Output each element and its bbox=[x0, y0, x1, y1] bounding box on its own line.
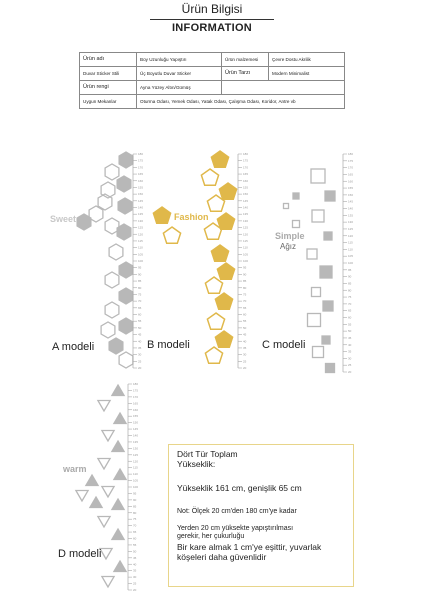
model-d-ruler bbox=[128, 382, 138, 592]
ruler-tick-label: 175 bbox=[243, 158, 249, 163]
triangle-shape bbox=[90, 497, 102, 508]
ruler-tick-label: 90 bbox=[348, 274, 352, 279]
ruler-tick-label: 100 bbox=[138, 259, 144, 263]
ruler-tick-label: 160 bbox=[243, 178, 249, 183]
ruler-tick-label: 105 bbox=[348, 254, 354, 259]
ruler-tick-label: 105 bbox=[133, 478, 139, 483]
ruler-tick-label: 35 bbox=[133, 568, 137, 573]
info-note: Not: Ölçek 20 cm'den 180 cm'ye kadar bbox=[177, 508, 297, 515]
triangle-shape bbox=[98, 401, 110, 412]
ruler-tick-label: 120 bbox=[348, 233, 354, 238]
ruler-tick-label: 170 bbox=[243, 165, 249, 170]
ruler-tick-label: 55 bbox=[138, 319, 142, 324]
spec-value: Modern Minimalist bbox=[269, 67, 345, 81]
hexagon-shape bbox=[118, 198, 132, 214]
ruler-tick-label: 125 bbox=[138, 225, 144, 230]
pentagon-shape bbox=[217, 263, 234, 279]
ruler-tick-label: 60 bbox=[348, 315, 352, 320]
triangle-shape bbox=[114, 469, 126, 480]
ruler-tick-label: 55 bbox=[243, 319, 247, 324]
info-line2: Bir kare almak 1 cm'ye eşittir, yuvarlak köşeleri daha güvenlidir bbox=[177, 542, 322, 562]
pentagon-shape bbox=[205, 347, 222, 363]
hexagon-shape bbox=[119, 152, 133, 168]
model-d-label: D modeli bbox=[58, 548, 102, 560]
page-subtitle: INFORMATION bbox=[171, 22, 253, 34]
ruler-tick-label: 100 bbox=[133, 485, 139, 489]
ruler-tick-label: 95 bbox=[138, 265, 142, 270]
square-shape bbox=[326, 364, 335, 373]
ruler-tick-label: 150 bbox=[348, 192, 354, 197]
ruler-tick-label: 150 bbox=[138, 192, 144, 197]
triangle-shape bbox=[112, 529, 124, 540]
info-line1: Yerden 20 cm yüksekte yapıştırılması gerekir, her çukurluğu bbox=[177, 525, 294, 541]
ruler-tick-label: 140 bbox=[138, 205, 144, 210]
ruler-tick-label: 130 bbox=[348, 220, 354, 225]
ruler-tick-label: 120 bbox=[133, 459, 139, 464]
ruler-tick-label: 85 bbox=[138, 279, 142, 284]
ruler-tick-label: 25 bbox=[138, 359, 142, 364]
ruler-tick-label: 155 bbox=[133, 414, 139, 419]
square-shape bbox=[320, 266, 332, 278]
ruler-tick-label: 20 bbox=[348, 370, 352, 374]
ruler-tick-label: 95 bbox=[348, 267, 352, 272]
model-b-word: Fashion bbox=[174, 212, 209, 222]
triangle-shape bbox=[100, 549, 112, 560]
ruler-tick-label: 115 bbox=[348, 240, 353, 245]
ruler-tick-label: 75 bbox=[243, 292, 247, 297]
square-shape bbox=[312, 288, 321, 297]
square-shape bbox=[293, 193, 299, 199]
ruler-tick-label: 165 bbox=[138, 172, 144, 177]
triangle-shape bbox=[112, 385, 124, 396]
ruler-tick-label: 125 bbox=[133, 452, 139, 457]
square-shape bbox=[308, 314, 321, 327]
ruler-tick-label: 145 bbox=[243, 198, 249, 203]
ruler-tick-label: 80 bbox=[243, 285, 247, 290]
square-shape bbox=[322, 336, 330, 344]
ruler-tick-label: 20 bbox=[133, 588, 137, 592]
triangle-shape bbox=[76, 491, 88, 502]
spec-key: Ürün rengi bbox=[80, 81, 137, 95]
ruler-tick-label: 55 bbox=[133, 542, 137, 547]
ruler-tick-label: 150 bbox=[243, 192, 249, 197]
triangle-shape bbox=[102, 431, 114, 442]
ruler-tick-label: 45 bbox=[138, 332, 142, 337]
info-size: Yükseklik 161 cm, genişlik 65 cm bbox=[177, 483, 302, 493]
square-shape bbox=[311, 169, 325, 183]
ruler-tick-label: 55 bbox=[348, 322, 352, 327]
ruler-tick-label: 65 bbox=[348, 308, 352, 313]
model-c-word: Simple bbox=[275, 231, 305, 241]
square-shape bbox=[323, 301, 333, 311]
ruler-tick-label: 160 bbox=[133, 407, 139, 412]
ruler-tick-label: 95 bbox=[243, 265, 247, 270]
ruler-tick-label: 90 bbox=[133, 497, 137, 502]
ruler-tick-label: 165 bbox=[133, 401, 139, 406]
pentagon-shape bbox=[153, 207, 170, 223]
ruler-tick-label: 25 bbox=[133, 581, 137, 586]
spec-value: Çevre Dostu Akrilik bbox=[269, 53, 345, 67]
ruler-tick-label: 125 bbox=[243, 225, 249, 230]
ruler-tick-label: 75 bbox=[133, 517, 137, 522]
ruler-tick-label: 140 bbox=[133, 433, 139, 438]
ruler-tick-label: 75 bbox=[348, 295, 352, 300]
hexagon-shape bbox=[77, 214, 91, 230]
model-b-pentagons bbox=[153, 151, 236, 363]
ruler-tick-label: 65 bbox=[138, 305, 142, 310]
ruler-tick-label: 180 bbox=[138, 152, 144, 156]
ruler-tick-label: 20 bbox=[138, 366, 142, 370]
ruler-tick-label: 95 bbox=[133, 491, 137, 496]
hexagon-shape bbox=[117, 224, 131, 240]
triangle-shape bbox=[114, 561, 126, 572]
spec-value: Üç Boyutlu Duvar Sticker bbox=[137, 67, 222, 81]
ruler-tick-label: 70 bbox=[243, 299, 247, 304]
model-a-ruler bbox=[133, 152, 143, 370]
triangle-shape bbox=[112, 441, 124, 452]
triangle-shape bbox=[98, 517, 110, 528]
spec-value: Boy Uzunluğu Yapıştırı bbox=[137, 53, 222, 67]
ruler-tick-label: 30 bbox=[133, 575, 137, 580]
ruler-tick-label: 165 bbox=[243, 172, 249, 177]
square-shape bbox=[313, 347, 324, 358]
triangle-shape bbox=[102, 487, 114, 498]
hexagon-shape bbox=[109, 338, 123, 354]
ruler-tick-label: 180 bbox=[348, 152, 354, 156]
ruler-tick-label: 70 bbox=[138, 299, 142, 304]
ruler-tick-label: 135 bbox=[133, 439, 139, 444]
ruler-tick-label: 70 bbox=[133, 523, 137, 528]
ruler-tick-label: 90 bbox=[243, 272, 247, 277]
ruler-tick-label: 75 bbox=[138, 292, 142, 297]
triangle-shape bbox=[102, 577, 114, 588]
pentagon-shape bbox=[211, 245, 228, 261]
info-title: Dört Tür Toplam Yükseklik: bbox=[177, 449, 238, 469]
ruler-tick-label: 155 bbox=[348, 186, 354, 191]
spec-key: Duvar Sticker Stili bbox=[80, 67, 137, 81]
ruler-tick-label: 105 bbox=[243, 252, 249, 257]
model-a-hexagons bbox=[77, 152, 133, 368]
ruler-tick-label: 130 bbox=[243, 218, 249, 223]
spec-value: Oturma Odası, Yemek Odası, Yatak Odası, Çalışma Odası, Koridor, Antre vb bbox=[137, 95, 345, 109]
spec-key: Ürün adı bbox=[80, 53, 137, 67]
triangle-shape bbox=[112, 499, 124, 510]
ruler-tick-label: 70 bbox=[348, 301, 352, 306]
hexagon-shape bbox=[117, 176, 131, 192]
ruler-tick-label: 180 bbox=[243, 152, 249, 156]
ruler-tick-label: 35 bbox=[348, 349, 352, 354]
ruler-tick-label: 145 bbox=[138, 198, 144, 203]
ruler-tick-label: 100 bbox=[243, 259, 249, 263]
square-shape bbox=[293, 221, 300, 228]
square-shape bbox=[307, 249, 317, 259]
hexagon-shape bbox=[119, 318, 133, 334]
ruler-tick-label: 145 bbox=[133, 427, 139, 432]
hexagon-shape bbox=[105, 302, 119, 318]
ruler-tick-label: 155 bbox=[243, 185, 249, 190]
pentagon-shape bbox=[215, 293, 232, 309]
ruler-tick-label: 170 bbox=[133, 394, 139, 399]
hexagon-shape bbox=[101, 322, 115, 338]
ruler-tick-label: 150 bbox=[133, 420, 139, 425]
pentagon-shape bbox=[217, 213, 234, 229]
ruler-tick-label: 130 bbox=[138, 218, 144, 223]
ruler-tick-label: 40 bbox=[348, 342, 352, 347]
square-shape bbox=[312, 210, 324, 222]
ruler-tick-label: 125 bbox=[348, 226, 354, 231]
triangle-shape bbox=[114, 413, 126, 424]
ruler-tick-label: 175 bbox=[138, 158, 144, 163]
ruler-tick-label: 35 bbox=[138, 345, 142, 350]
ruler-tick-label: 135 bbox=[243, 212, 249, 217]
ruler-tick-label: 25 bbox=[243, 359, 247, 364]
ruler-tick-label: 30 bbox=[243, 352, 247, 357]
ruler-tick-label: 80 bbox=[348, 288, 352, 293]
ruler-tick-label: 50 bbox=[243, 325, 247, 330]
hexagon-shape bbox=[119, 288, 133, 304]
ruler-tick-label: 110 bbox=[243, 245, 248, 250]
ruler-tick-label: 85 bbox=[348, 281, 352, 286]
ruler-tick-label: 160 bbox=[348, 179, 354, 184]
spec-key: Uygun Mekanlar bbox=[80, 95, 137, 109]
square-shape bbox=[325, 191, 335, 201]
pentagon-shape bbox=[163, 227, 180, 243]
ruler-tick-label: 60 bbox=[243, 312, 247, 317]
model-a-label: A modeli bbox=[52, 341, 95, 353]
pentagon-shape bbox=[201, 169, 218, 185]
hexagon-shape bbox=[105, 272, 119, 288]
model-c-label: C modeli bbox=[262, 339, 306, 351]
ruler-tick-label: 120 bbox=[138, 232, 144, 237]
triangle-shape bbox=[86, 475, 98, 486]
info-box bbox=[168, 444, 354, 587]
ruler-tick-label: 145 bbox=[348, 199, 354, 204]
ruler-tick-label: 180 bbox=[133, 382, 139, 386]
ruler-tick-label: 155 bbox=[138, 185, 144, 190]
spec-value: Ayna Yüzey Altın/Gümüş bbox=[137, 81, 222, 95]
pentagon-shape bbox=[215, 331, 232, 347]
ruler-tick-label: 115 bbox=[138, 238, 143, 243]
ruler-tick-label: 110 bbox=[348, 247, 353, 252]
ruler-tick-label: 115 bbox=[243, 238, 248, 243]
ruler-tick-label: 170 bbox=[348, 165, 354, 170]
ruler-tick-label: 25 bbox=[348, 363, 352, 368]
model-d-word: warm bbox=[63, 464, 87, 474]
pentagon-shape bbox=[207, 313, 224, 329]
ruler-tick-label: 110 bbox=[138, 245, 143, 250]
ruler-tick-label: 65 bbox=[243, 305, 247, 310]
triangle-shape bbox=[98, 459, 110, 470]
ruler-tick-label: 45 bbox=[348, 335, 352, 340]
ruler-tick-label: 170 bbox=[138, 165, 144, 170]
ruler-tick-label: 40 bbox=[243, 339, 247, 344]
ruler-tick-label: 85 bbox=[243, 279, 247, 284]
hexagon-shape bbox=[119, 352, 133, 368]
ruler-tick-label: 65 bbox=[133, 530, 137, 535]
square-shape bbox=[284, 204, 289, 209]
model-c-ruler bbox=[343, 152, 353, 374]
ruler-tick-label: 20 bbox=[243, 366, 247, 370]
page-title: Ürün Bilgisi bbox=[181, 2, 243, 16]
model-b-label: B modeli bbox=[147, 339, 190, 351]
model-c-word2: Ağız bbox=[280, 242, 297, 251]
ruler-tick-label: 80 bbox=[138, 285, 142, 290]
ruler-tick-label: 175 bbox=[348, 158, 354, 163]
ruler-tick-label: 115 bbox=[133, 465, 138, 470]
square-shape bbox=[324, 232, 332, 240]
spec-key: Ürün malzemesi bbox=[222, 53, 269, 67]
ruler-tick-label: 135 bbox=[138, 212, 144, 217]
ruler-tick-label: 40 bbox=[133, 562, 137, 567]
ruler-tick-label: 30 bbox=[138, 352, 142, 357]
ruler-tick-label: 135 bbox=[348, 213, 354, 218]
ruler-tick-label: 45 bbox=[133, 555, 137, 560]
ruler-tick-label: 60 bbox=[133, 536, 137, 541]
ruler-tick-label: 175 bbox=[133, 388, 139, 393]
ruler-tick-label: 60 bbox=[138, 312, 142, 317]
ruler-tick-label: 140 bbox=[243, 205, 249, 210]
ruler-tick-label: 120 bbox=[243, 232, 249, 237]
ruler-tick-label: 165 bbox=[348, 172, 354, 177]
model-a-word: Sweet bbox=[50, 214, 77, 224]
spec-key: Ürün Tarzı bbox=[222, 67, 269, 81]
ruler-tick-label: 105 bbox=[138, 252, 144, 257]
ruler-tick-label: 80 bbox=[133, 510, 137, 515]
hexagon-shape bbox=[119, 262, 133, 278]
ruler-tick-label: 50 bbox=[138, 325, 142, 330]
model-b-ruler bbox=[238, 152, 248, 370]
pentagon-shape bbox=[211, 151, 228, 167]
ruler-tick-label: 50 bbox=[348, 329, 352, 334]
ruler-tick-label: 45 bbox=[243, 332, 247, 337]
ruler-tick-label: 35 bbox=[243, 345, 247, 350]
ruler-tick-label: 130 bbox=[133, 446, 139, 451]
ruler-tick-label: 140 bbox=[348, 206, 354, 211]
ruler-tick-label: 100 bbox=[348, 261, 354, 265]
ruler-tick-label: 90 bbox=[138, 272, 142, 277]
ruler-tick-label: 30 bbox=[348, 356, 352, 361]
ruler-tick-label: 110 bbox=[133, 472, 138, 477]
ruler-tick-label: 40 bbox=[138, 339, 142, 344]
ruler-tick-label: 160 bbox=[138, 178, 144, 183]
hexagon-shape bbox=[105, 164, 119, 180]
ruler-tick-label: 85 bbox=[133, 504, 137, 509]
hexagon-shape bbox=[109, 244, 123, 260]
pentagon-shape bbox=[219, 183, 236, 199]
ruler-tick-label: 50 bbox=[133, 549, 137, 554]
